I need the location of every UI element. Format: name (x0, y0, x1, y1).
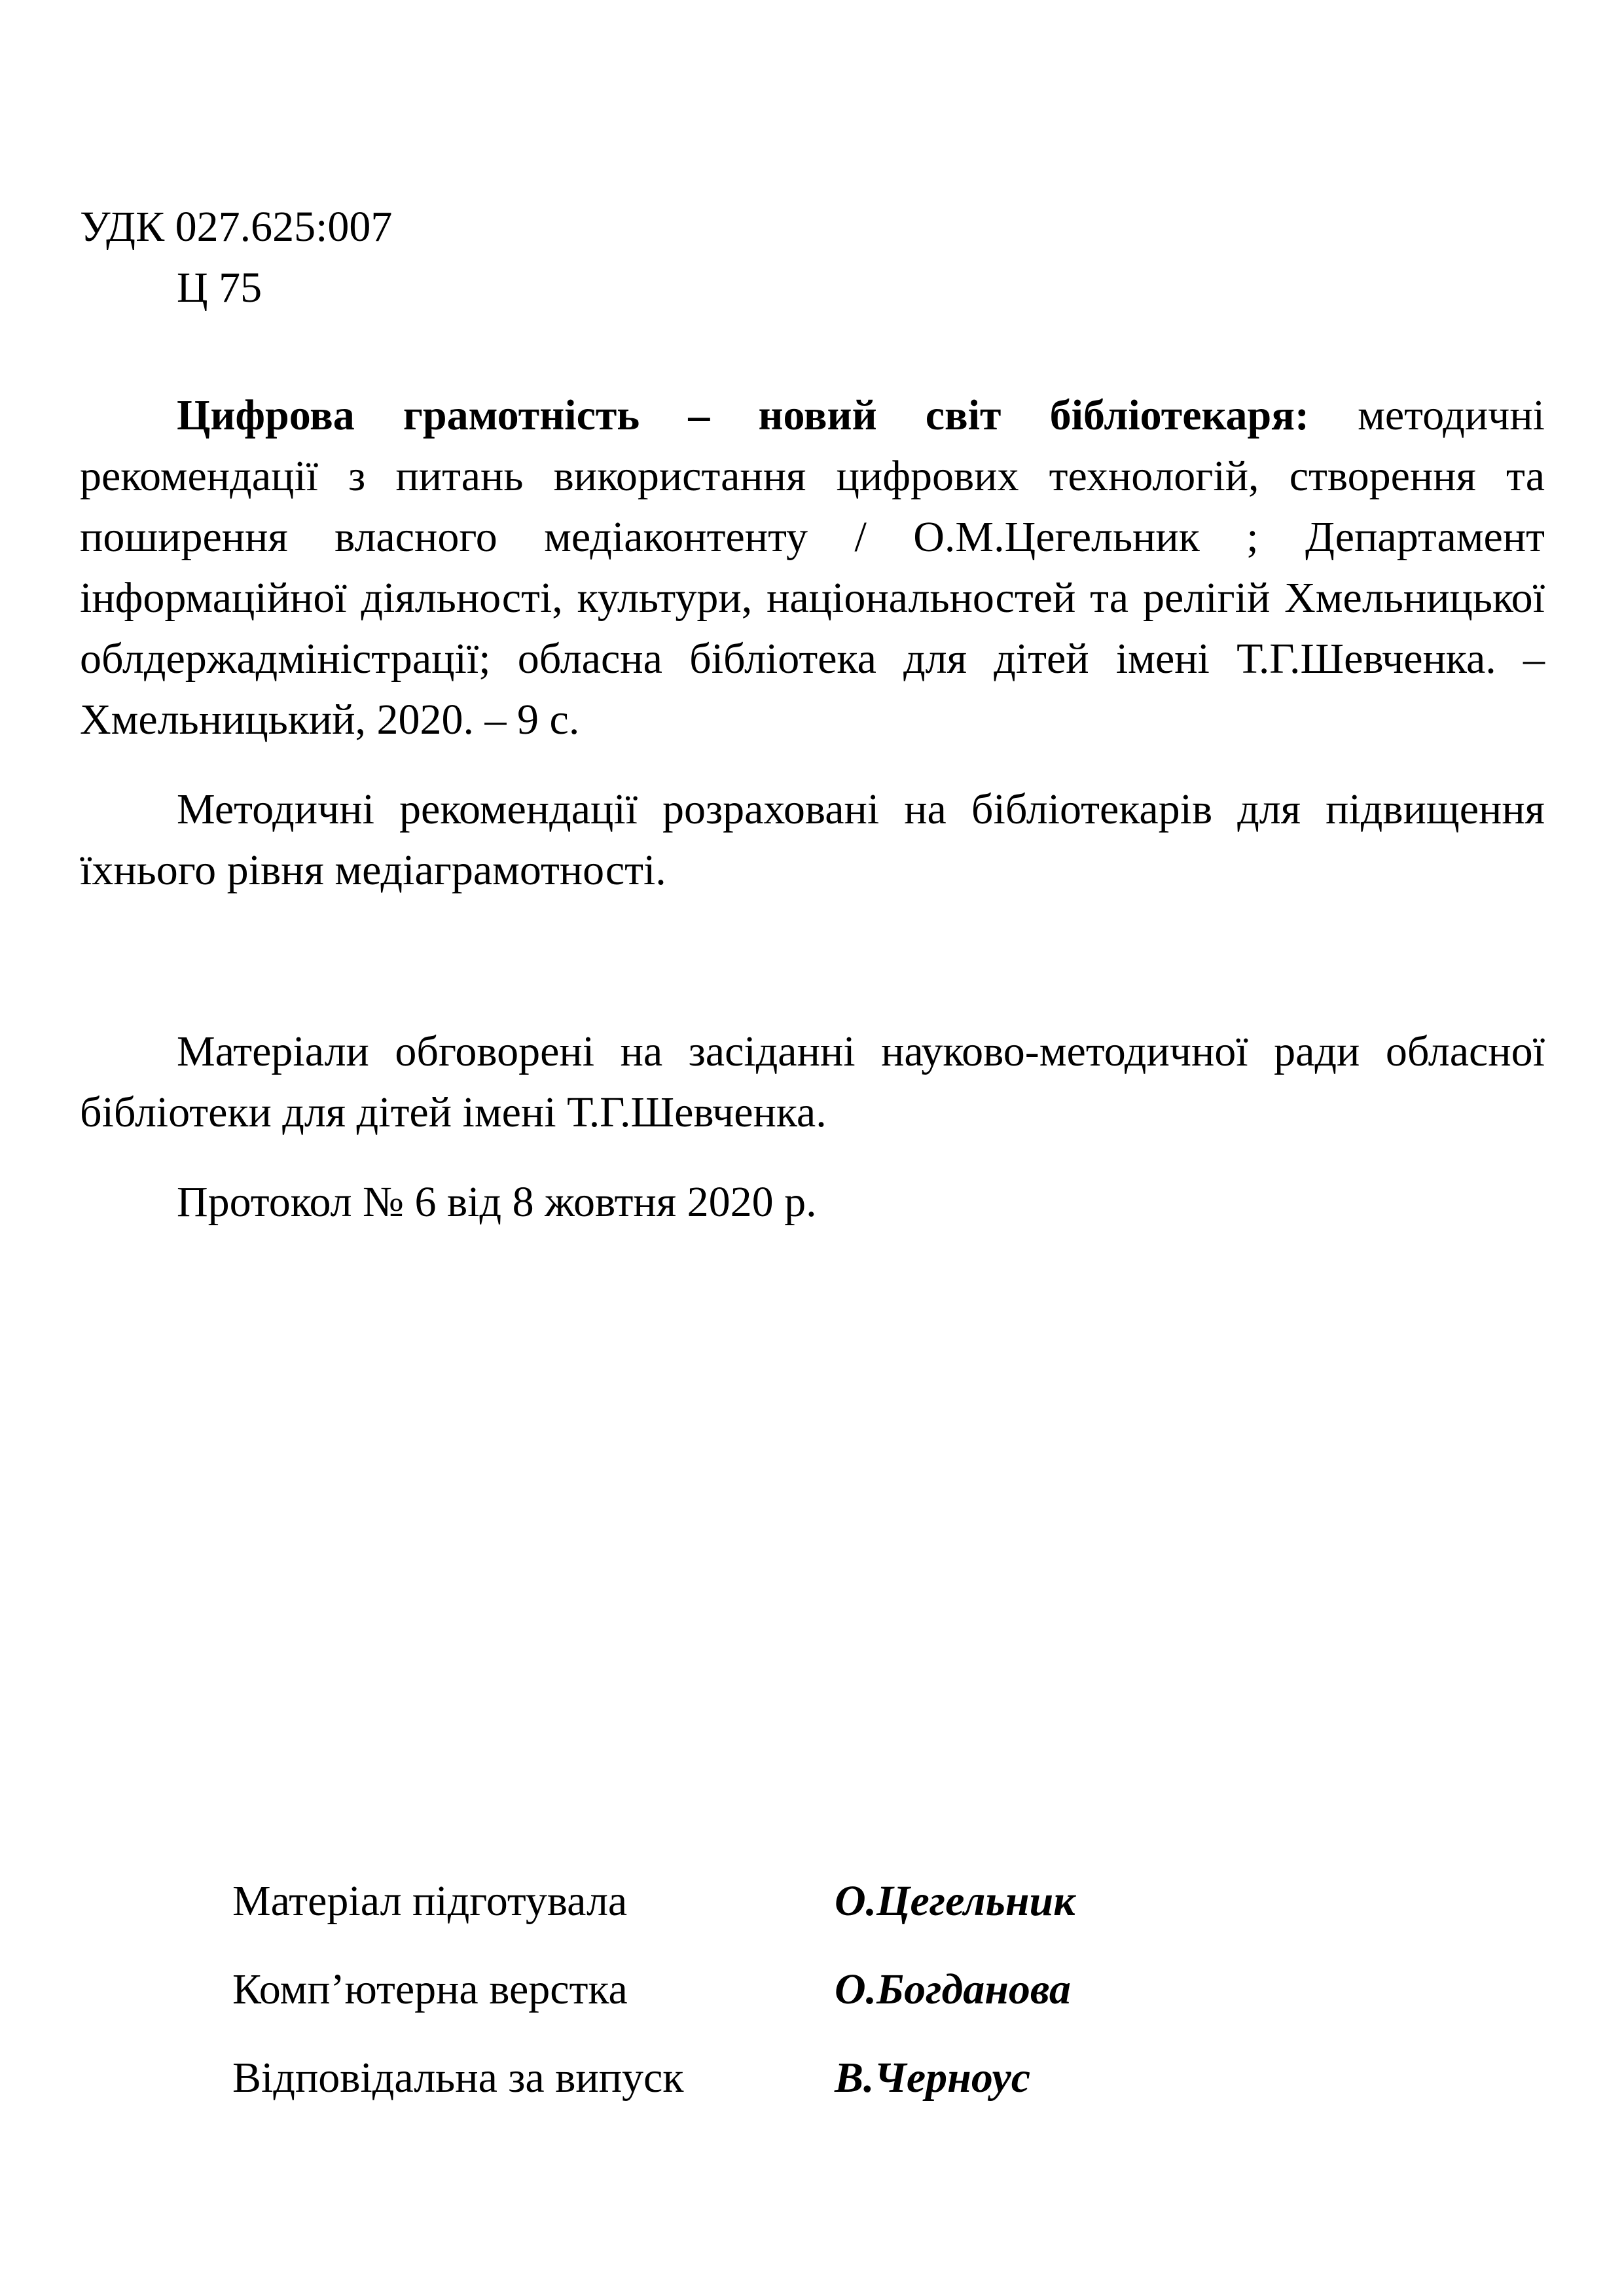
classification-block (80, 196, 1545, 318)
credit-role: Матеріал підготувала (232, 1877, 628, 1925)
credit-row (232, 1872, 1075, 1960)
credit-row (232, 2049, 1075, 2137)
credits-block (232, 1872, 1075, 2137)
author-code: Ц 75 (177, 264, 262, 312)
credit-row (232, 1960, 1075, 2049)
credit-role: Комп’ютерна верстка (232, 1965, 628, 2013)
credit-role: Відповідальна за випуск (232, 2054, 684, 2102)
protocol-block (80, 1172, 1545, 1232)
bibliography-paragraph (80, 385, 1545, 750)
credit-name: О.Богданова (835, 1965, 1071, 2013)
udk-code: УДК 027.625:007 (80, 203, 393, 251)
approval-block (80, 1021, 1545, 1143)
credit-name: О.Цегельник (835, 1877, 1075, 1925)
bibliographic-description (80, 385, 1545, 750)
protocol-text: Протокол № 6 від 8 жовтня 2020 р. (177, 1178, 817, 1226)
annotation-text: Методичні рекомендації розраховані на бібліотекарів для підвищення їхнього рівня медіаграмотності. (80, 785, 1545, 894)
credit-name: В.Черноус (835, 2054, 1031, 2102)
book-title: Цифрова грамотність – новий світ бібліотекаря: (177, 391, 1309, 439)
book-description: методичні рекомендації з питань використання цифрових технологій, створення та поширення власного медіаконтенту / О.М.Цегельник ; Департамент інформаційної діяльності, культури, національностей та релігій Хмельницької облдержадміністрації; обласна бібліотека для дітей імені Т.Г.Шевченка. – Хмельницький, 2020. – 9 с. (80, 391, 1545, 744)
annotation-block (80, 779, 1545, 901)
approval-text: Матеріали обговорені на засіданні науково-методичної ради обласної бібліотеки для дітей імені Т.Г.Шевченка. (80, 1028, 1545, 1136)
